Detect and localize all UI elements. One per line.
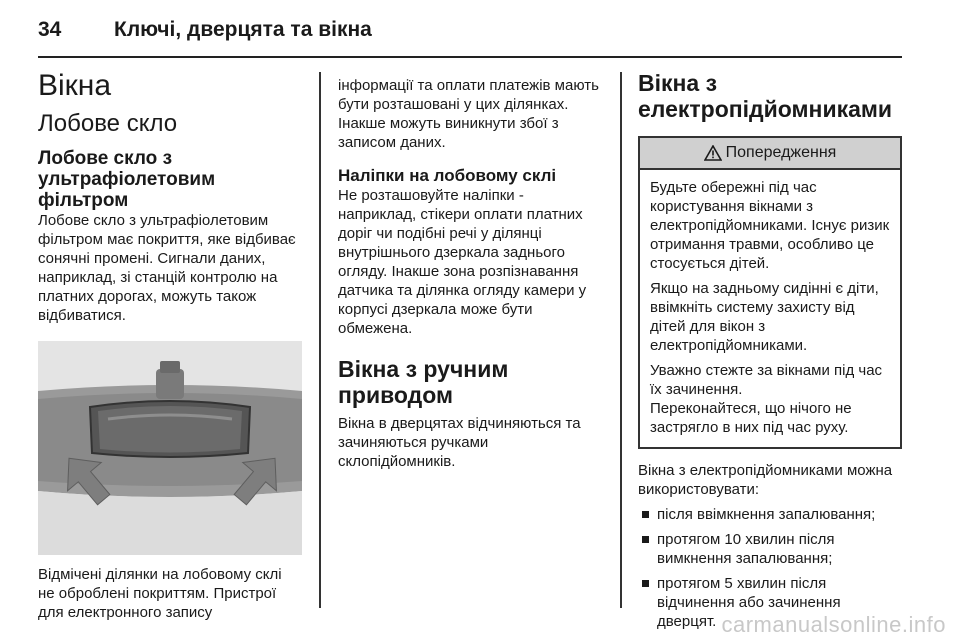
- column-divider-1: [319, 72, 321, 608]
- warning-box: [638, 136, 902, 449]
- warning-body: [640, 170, 900, 447]
- warning-icon: [704, 145, 722, 161]
- bullet-square: [642, 511, 649, 518]
- bullet-text: протягом 10 хвилин після вимкнення запалювання;: [657, 531, 835, 567]
- power-windows-intro: Вікна з електропідйомниками можна використовувати:: [638, 462, 893, 498]
- column-1: [38, 70, 302, 622]
- column-2: [338, 76, 604, 471]
- warning-header: [640, 138, 900, 170]
- warning-text-2: Якщо на задньому сидінні є діти, ввімкніть систему захисту від дітей для вікон з електропідйомниками.: [650, 280, 879, 354]
- bullet-text: після ввімкнення запалювання;: [657, 506, 876, 523]
- bullet-square: [642, 536, 649, 543]
- stickers-text: Не розташовуйте наліпки - наприклад, стікери оплати платних доріг чи подібні речі у ділянці внутрішнього дзеркала заднього огляду. Інакше зона розпізнавання датчика та ділянка огляду камери у корпусі дзеркала може бути обмежена.: [338, 187, 587, 337]
- section-title: Вікна: [38, 69, 112, 102]
- header-divider: [38, 56, 902, 58]
- uv-windshield-title: Лобове скло з ультрафіолетовим фільтром: [38, 148, 216, 211]
- subsection-title: Лобове скло: [38, 110, 178, 137]
- manual-windows-text: Вікна в дверцятах відчиняються та зачиняються ручками склопідйомників.: [338, 415, 581, 470]
- caption-continuation: інформації та оплати платежів мають бути розташовані у цих ділянках. Інакше можуть виникнути збої з записом даних.: [338, 77, 599, 151]
- column-3: [638, 70, 902, 631]
- chapter-title: Ключі, дверцята та вікна: [114, 18, 372, 41]
- warning-text-1: Будьте обережні під час користування вікнами з електропідйомниками. Існує ризик отримання травми, особливо це стосується дітей.: [650, 179, 890, 272]
- warning-text-3: Уважно стежте за вікнами під час їх зачинення.: [650, 362, 883, 398]
- bullet-square: [642, 580, 649, 587]
- uv-windshield-text: Лобове скло з ультрафіолетовим фільтром має покриття, яке відбиває сонячні промені. Сигнали даних, наприклад, зі станцій контролю на платних дорогах, можуть також відбиватися.: [38, 212, 296, 324]
- mirror-illustration: [38, 341, 302, 555]
- page-number: 34: [38, 18, 62, 41]
- bullet-text: протягом 5 хвилин після відчинення або зачинення дверцят.: [657, 575, 841, 630]
- column-divider-2: [620, 72, 622, 608]
- list-item: [638, 505, 902, 524]
- site-watermark: carmanualsonline.info: [721, 612, 946, 637]
- power-windows-title: Вікна з електропідйомниками: [638, 70, 893, 122]
- stickers-title: Наліпки на лобовому склі: [338, 166, 557, 185]
- figure-caption: Відмічені ділянки на лобовому склі не оброблені покриттям. Пристрої для електронного запису: [38, 566, 282, 621]
- manual-windows-title: Вікна з ручним приводом: [338, 356, 509, 408]
- list-item: [638, 530, 902, 568]
- warning-label: Попередження: [725, 144, 837, 161]
- page-header: [38, 14, 902, 54]
- warning-text-4: Переконайтеся, що нічого не застрягло в них під час руху.: [650, 400, 852, 436]
- windshield-illustration: [38, 341, 302, 555]
